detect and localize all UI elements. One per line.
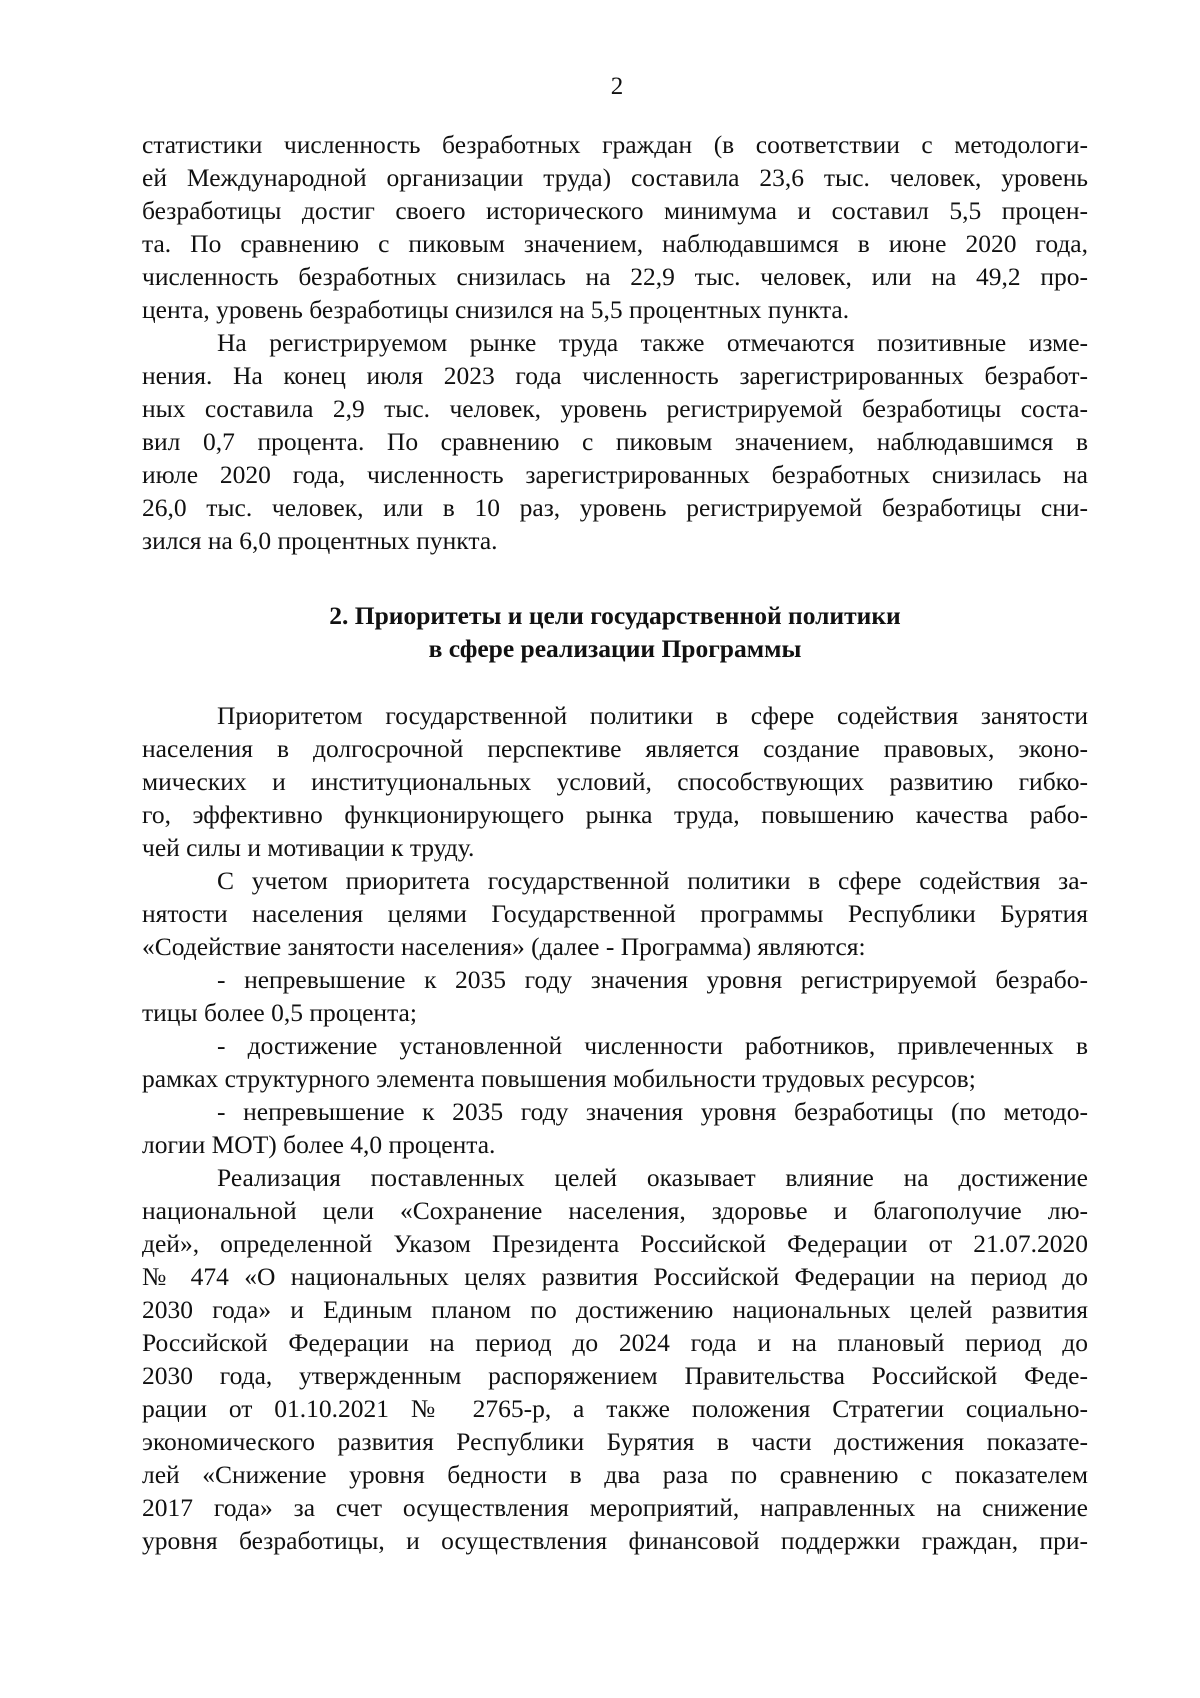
text-line: рации от 01.10.2021 № 2765-р, а также положения Стратегии социально-	[142, 1394, 1088, 1423]
text-line: 2030 года, утвержденным распоряжением Правительства Российской Феде-	[142, 1361, 1088, 1390]
text-line: национальной цели «Сохранение населения, здоровье и благополучие лю-	[142, 1196, 1088, 1225]
text-line: экономического развития Республики Бурятия в части достижения показате-	[142, 1427, 1088, 1456]
text-line: 26,0 тыс. человек, или в 10 раз, уровень регистрируемой безработицы сни-	[142, 493, 1088, 522]
section-before-heading	[142, 128, 1088, 557]
text-line: вил 0,7 процента. По сравнению с пиковым значением, наблюдавшимся в	[142, 427, 1088, 456]
text-line: Приоритетом государственной политики в сфере содействия занятости	[217, 701, 1088, 730]
text-line: уровня безработицы, и осуществления финансовой поддержки граждан, при-	[142, 1526, 1088, 1555]
text-line: ных составила 2,9 тыс. человек, уровень регистрируемой безработицы соста-	[142, 394, 1088, 423]
text-line: Российской Федерации на период до 2024 года и на плановый период до	[142, 1328, 1088, 1357]
text-line: цента, уровень безработицы снизился на 5,5 процентных пункта.	[142, 295, 850, 324]
text-line: статистики численность безработных граждан (в соответствии с методологи-	[142, 130, 1088, 159]
text-line: го, эффективно функционирующего рынка труда, повышению качества рабо-	[142, 800, 1088, 829]
section-heading-line-1: 2. Приоритеты и цели государственной политики	[329, 601, 901, 630]
paragraph-unemployment-stats	[142, 128, 1088, 326]
text-line: - непревышение к 2035 году значения уровня безработицы (по методо-	[217, 1097, 1088, 1126]
section-heading	[142, 599, 1088, 665]
page-number: 2	[610, 73, 624, 100]
section-after-heading	[142, 699, 1088, 1557]
text-line: 2017 года» за счет осуществления мероприятий, направленных на снижение	[142, 1493, 1088, 1522]
text-line: 2030 года» и Единым планом по достижению национальных целей развития	[142, 1295, 1088, 1324]
text-line: нения. На конец июля 2023 года численность зарегистрированных безработ-	[142, 361, 1088, 390]
paragraph-goals-intro	[142, 864, 1088, 963]
text-line: июле 2020 года, численность зарегистрированных безработных снизилась на	[142, 460, 1088, 489]
text-line: лей «Снижение уровня бедности в два раза по сравнению с показателем	[142, 1460, 1088, 1489]
paragraph-goal-2	[142, 1029, 1088, 1095]
text-line: Реализация поставленных целей оказывает влияние на достижение	[217, 1163, 1088, 1192]
text-line: «Содействие занятости населения» (далее - Программа) являются:	[142, 932, 866, 961]
text-line: численность безработных снизилась на 22,9 тыс. человек, или на 49,2 про-	[142, 262, 1088, 291]
text-line: мических и институциональных условий, способствующих развитию гибко-	[142, 767, 1088, 796]
text-line: та. По сравнению с пиковым значением, наблюдавшимся в июне 2020 года,	[142, 229, 1088, 258]
paragraph-priority	[142, 699, 1088, 864]
text-line: - достижение установленной численности работников, привлеченных в	[217, 1031, 1088, 1060]
text-line: ей Международной организации труда) составила 23,6 тыс. человек, уровень	[142, 163, 1088, 192]
section-heading-line-2: в сфере реализации Программы	[428, 634, 802, 663]
text-line: На регистрируемом рынке труда также отмечаются позитивные изме-	[217, 328, 1088, 357]
text-line: дей», определенной Указом Президента Российской Федерации от 21.07.2020	[142, 1229, 1088, 1258]
text-line: зился на 6,0 процентных пункта.	[142, 526, 498, 555]
text-line: рамках структурного элемента повышения мобильности трудовых ресурсов;	[142, 1064, 976, 1093]
text-line: населения в долгосрочной перспективе является создание правовых, эконо-	[142, 734, 1088, 763]
text-line: чей силы и мотивации к труду.	[142, 833, 475, 862]
text-line: № 474 «О национальных целях развития Российской Федерации на период до	[142, 1262, 1088, 1291]
paragraph-goal-3	[142, 1095, 1088, 1161]
text-line: логии МОТ) более 4,0 процента.	[142, 1130, 496, 1159]
text-line: безработицы достиг своего исторического минимума и составил 5,5 процен-	[142, 196, 1088, 225]
paragraph-goal-1	[142, 963, 1088, 1029]
paragraph-registered-market	[142, 326, 1088, 557]
text-line: нятости населения целями Государственной программы Республики Бурятия	[142, 899, 1088, 928]
document-body	[142, 128, 1088, 1557]
text-line: - непревышение к 2035 году значения уровня регистрируемой безрабо-	[217, 965, 1088, 994]
text-line: тицы более 0,5 процента;	[142, 998, 417, 1027]
paragraph-national-goals	[142, 1161, 1088, 1557]
text-line: С учетом приоритета государственной политики в сфере содействия за-	[217, 866, 1088, 895]
